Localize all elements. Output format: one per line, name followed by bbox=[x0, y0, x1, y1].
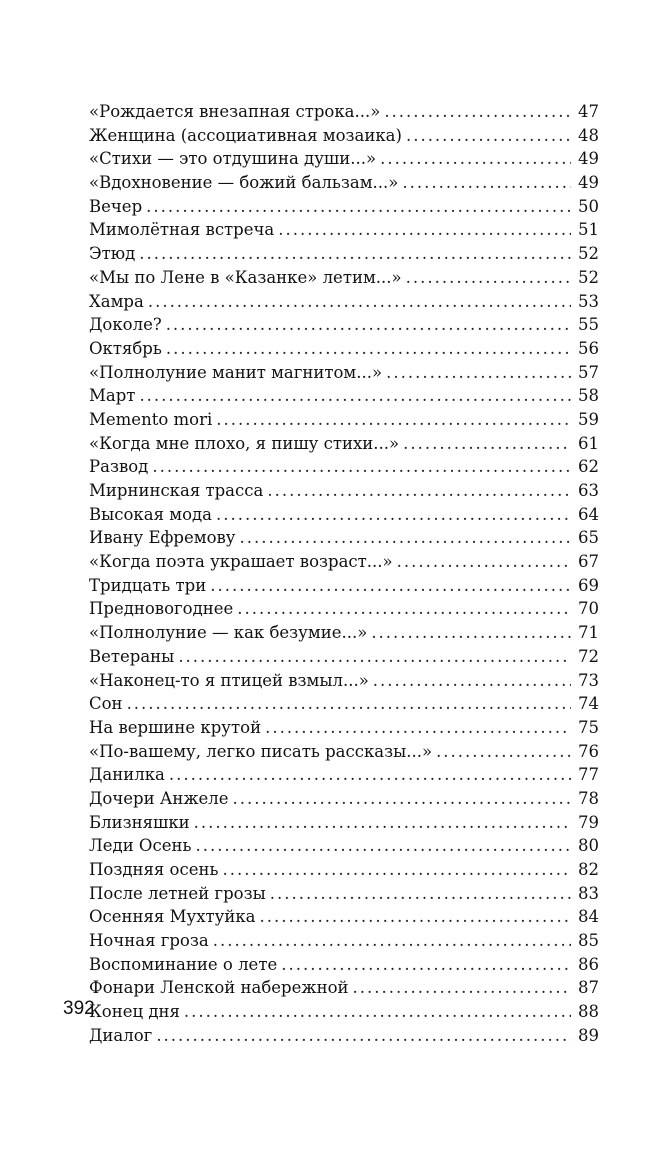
toc-entry-page: 56 bbox=[578, 338, 599, 358]
toc-entry bbox=[89, 124, 599, 148]
dot-leader bbox=[148, 290, 571, 314]
toc-entry bbox=[89, 550, 599, 574]
toc-entry bbox=[89, 242, 599, 266]
dot-leader bbox=[436, 740, 571, 764]
dot-leader bbox=[270, 882, 571, 906]
dot-leader bbox=[380, 147, 571, 171]
dot-leader bbox=[281, 953, 571, 977]
dot-leader bbox=[353, 976, 572, 1000]
toc-entry bbox=[89, 361, 599, 385]
toc-entry-title: Фонари Ленской набережной bbox=[89, 978, 349, 998]
toc-entry bbox=[89, 384, 599, 408]
toc-entry bbox=[89, 313, 599, 337]
dot-leader bbox=[139, 242, 571, 266]
toc-entry-title: На вершине крутой bbox=[89, 717, 262, 737]
toc-entry bbox=[89, 882, 599, 906]
toc-entry-page: 69 bbox=[578, 575, 599, 595]
toc-entry bbox=[89, 337, 599, 361]
toc-entry bbox=[89, 408, 599, 432]
toc-entry-title: Поздняя осень bbox=[89, 860, 219, 879]
toc-entry-page: 87 bbox=[578, 978, 599, 998]
toc-entry bbox=[89, 763, 599, 787]
toc-entry-title: Мимолётная встреча bbox=[89, 220, 275, 240]
table-of-contents bbox=[89, 100, 599, 1048]
toc-entry-title: Тридцать три bbox=[89, 575, 207, 595]
dot-leader bbox=[406, 124, 571, 148]
toc-entry bbox=[89, 834, 599, 858]
dot-leader bbox=[156, 1024, 571, 1048]
dot-leader bbox=[373, 669, 571, 693]
toc-entry bbox=[89, 716, 599, 740]
dot-leader bbox=[233, 787, 571, 811]
toc-entry-page: 61 bbox=[578, 433, 599, 453]
toc-entry-page: 48 bbox=[578, 125, 599, 145]
toc-entry-title: «Вдохновение — божий бальзам...» bbox=[89, 173, 399, 193]
toc-entry-page: 78 bbox=[578, 788, 599, 808]
toc-entry bbox=[89, 692, 599, 716]
toc-entry-page: 53 bbox=[578, 291, 599, 311]
toc-entry-title: Предновогоднее bbox=[89, 599, 234, 619]
toc-entry-page: 47 bbox=[578, 102, 599, 121]
dot-leader bbox=[237, 597, 571, 621]
toc-entry-page: 57 bbox=[578, 362, 599, 382]
toc-entry-title: «По-вашему, легко писать рассказы...» bbox=[89, 741, 433, 761]
toc-entry bbox=[89, 147, 599, 171]
dot-leader bbox=[210, 574, 571, 598]
toc-entry-title: Октябрь bbox=[89, 338, 162, 358]
dot-leader bbox=[402, 171, 571, 195]
toc-entry-page: 59 bbox=[578, 409, 599, 429]
dot-leader bbox=[139, 384, 571, 408]
toc-entry-title: Вечер bbox=[89, 196, 143, 216]
toc-entry-page: 73 bbox=[578, 670, 599, 690]
dot-leader bbox=[152, 455, 571, 479]
toc-entry bbox=[89, 929, 599, 953]
dot-leader bbox=[397, 550, 571, 574]
toc-entry bbox=[89, 858, 599, 882]
toc-entry-title: Женщина (ассоциативная мозаика) bbox=[89, 125, 402, 145]
dot-leader bbox=[194, 811, 571, 835]
toc-entry-page: 79 bbox=[578, 812, 599, 832]
toc-entry-page: 70 bbox=[578, 599, 599, 619]
toc-entry-title: Высокая мода bbox=[89, 504, 213, 524]
dot-leader bbox=[216, 503, 571, 527]
dot-leader bbox=[386, 361, 571, 385]
toc-entry-title: Осенняя Мухтуйка bbox=[89, 907, 256, 927]
dot-leader bbox=[259, 905, 571, 929]
toc-entry-title: Хамра bbox=[89, 291, 144, 311]
toc-entry-page: 82 bbox=[578, 860, 599, 879]
toc-entry bbox=[89, 479, 599, 503]
toc-entry-title: «Наконец-то я птицей взмыл...» bbox=[89, 670, 369, 690]
toc-entry-page: 63 bbox=[578, 481, 599, 500]
dot-leader bbox=[240, 526, 571, 550]
toc-entry-title: Конец дня bbox=[89, 1002, 180, 1022]
toc-entry bbox=[89, 100, 599, 124]
toc-entry-page: 64 bbox=[578, 504, 599, 524]
toc-entry-page: 74 bbox=[578, 694, 599, 714]
dot-leader bbox=[195, 834, 571, 858]
toc-entry bbox=[89, 526, 599, 550]
dot-leader bbox=[371, 621, 571, 645]
toc-entry-page: 83 bbox=[578, 883, 599, 903]
dot-leader bbox=[184, 1000, 571, 1024]
toc-entry-title: Сон bbox=[89, 694, 123, 714]
toc-entry-title: «Когда поэта украшает возраст...» bbox=[89, 552, 393, 572]
toc-entry bbox=[89, 953, 599, 977]
toc-entry-page: 84 bbox=[578, 907, 599, 927]
toc-entry-title: Март bbox=[89, 386, 136, 406]
toc-entry bbox=[89, 1024, 599, 1048]
toc-entry bbox=[89, 976, 599, 1000]
toc-entry bbox=[89, 811, 599, 835]
toc-entry-title: «Полнолуние — как безумие...» bbox=[89, 623, 368, 643]
toc-entry-title: Memento mori bbox=[89, 409, 213, 429]
toc-entry bbox=[89, 621, 599, 645]
toc-entry-page: 80 bbox=[578, 836, 599, 856]
dot-leader bbox=[146, 195, 571, 219]
toc-entry-title: Данилка bbox=[89, 765, 165, 785]
toc-entry bbox=[89, 195, 599, 219]
dot-leader bbox=[222, 858, 571, 882]
toc-entry-page: 65 bbox=[578, 528, 599, 548]
dot-leader bbox=[213, 929, 571, 953]
toc-entry-page: 77 bbox=[578, 765, 599, 785]
toc-entry bbox=[89, 290, 599, 314]
dot-leader bbox=[267, 479, 571, 503]
toc-entry bbox=[89, 787, 599, 811]
toc-entry-page: 51 bbox=[578, 220, 599, 240]
toc-entry bbox=[89, 574, 599, 598]
dot-leader bbox=[403, 432, 571, 456]
toc-entry-page: 62 bbox=[578, 457, 599, 477]
toc-entry-title: «Полнолуние манит магнитом...» bbox=[89, 362, 383, 382]
toc-entry-title: После летней грозы bbox=[89, 883, 266, 903]
toc-entry-page: 52 bbox=[578, 267, 599, 287]
toc-entry-title: Мирнинская трасса bbox=[89, 481, 264, 500]
toc-entry-title: Ночная гроза bbox=[89, 931, 209, 951]
toc-entry bbox=[89, 740, 599, 764]
dot-leader bbox=[278, 218, 571, 242]
toc-entry-page: 50 bbox=[578, 196, 599, 216]
toc-entry bbox=[89, 905, 599, 929]
toc-entry-page: 55 bbox=[578, 315, 599, 335]
toc-entry bbox=[89, 266, 599, 290]
toc-entry bbox=[89, 597, 599, 621]
toc-entry-page: 88 bbox=[578, 1002, 599, 1022]
toc-entry-title: Развод bbox=[89, 457, 149, 477]
toc-entry bbox=[89, 432, 599, 456]
toc-entry-title: Воспоминание о лете bbox=[89, 954, 278, 974]
toc-entry bbox=[89, 503, 599, 527]
toc-entry-title: «Стихи — это отдушина души...» bbox=[89, 149, 377, 169]
dot-leader bbox=[178, 645, 571, 669]
dot-leader bbox=[169, 763, 571, 787]
toc-entry-title: Ивану Ефремову bbox=[89, 528, 236, 548]
toc-entry-title: «Когда мне плохо, я пишу стихи...» bbox=[89, 433, 400, 453]
dot-leader bbox=[127, 692, 571, 716]
toc-entry-title: Леди Осень bbox=[89, 836, 192, 856]
toc-entry-title: Доколе? bbox=[89, 315, 162, 335]
toc-entry-title: Дочери Анжеле bbox=[89, 788, 229, 808]
toc-entry-page: 49 bbox=[578, 149, 599, 169]
page-number: 392 bbox=[63, 998, 95, 1019]
toc-entry bbox=[89, 218, 599, 242]
toc-entry-page: 71 bbox=[578, 623, 599, 643]
toc-entry bbox=[89, 1000, 599, 1024]
toc-entry-title: Диалог bbox=[89, 1025, 153, 1045]
toc-entry bbox=[89, 171, 599, 195]
toc-entry bbox=[89, 669, 599, 693]
toc-entry-title: «Мы по Лене в «Казанке» летим...» bbox=[89, 267, 402, 287]
toc-entry-page: 49 bbox=[578, 173, 599, 193]
toc-entry-page: 89 bbox=[578, 1025, 599, 1045]
toc-entry-page: 72 bbox=[578, 646, 599, 666]
dot-leader bbox=[384, 100, 571, 124]
toc-entry-title: Близняшки bbox=[89, 812, 190, 832]
toc-entry-page: 85 bbox=[578, 931, 599, 951]
dot-leader bbox=[406, 266, 571, 290]
toc-entry-title: Этюд bbox=[89, 244, 136, 264]
dot-leader bbox=[166, 337, 571, 361]
toc-entry bbox=[89, 455, 599, 479]
dot-leader bbox=[265, 716, 571, 740]
dot-leader bbox=[166, 313, 571, 337]
toc-entry-title: «Рождается внезапная строка...» bbox=[89, 102, 381, 121]
toc-entry-page: 52 bbox=[578, 244, 599, 264]
toc-entry-page: 75 bbox=[578, 717, 599, 737]
dot-leader bbox=[216, 408, 571, 432]
toc-entry-page: 67 bbox=[578, 552, 599, 572]
toc-entry-page: 58 bbox=[578, 386, 599, 406]
toc-entry bbox=[89, 645, 599, 669]
toc-entry-title: Ветераны bbox=[89, 646, 175, 666]
toc-entry-page: 76 bbox=[578, 741, 599, 761]
toc-entry-page: 86 bbox=[578, 954, 599, 974]
